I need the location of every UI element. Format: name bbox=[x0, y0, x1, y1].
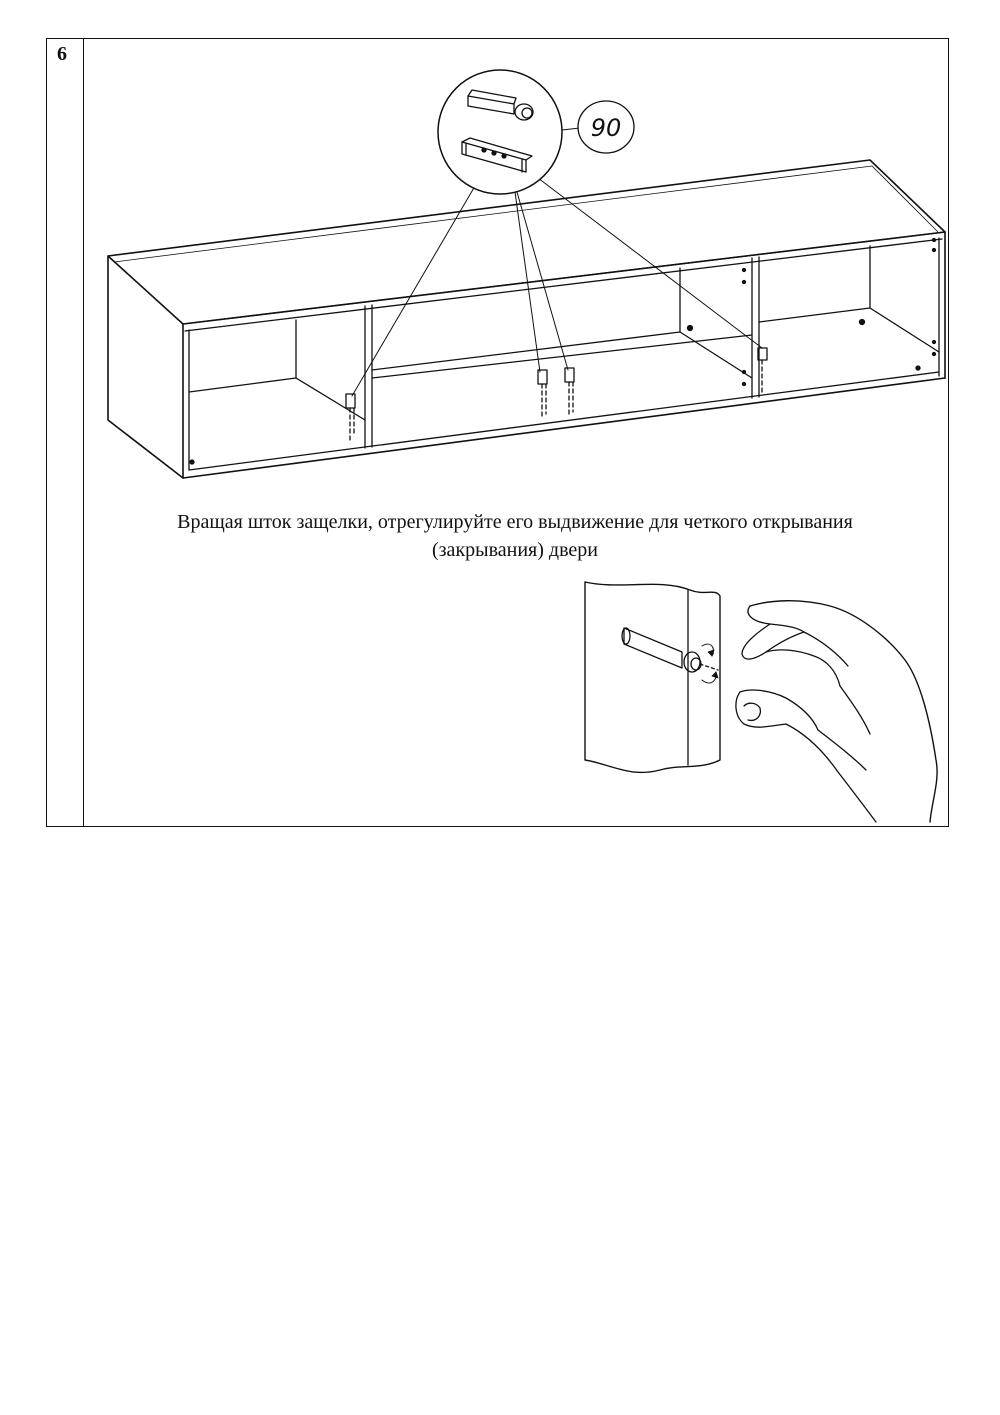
quantity-label: 90 bbox=[590, 114, 622, 142]
push-latch-icon bbox=[346, 348, 767, 440]
instruction-line-2: (закрывания) двери bbox=[432, 539, 598, 561]
detail-callout bbox=[438, 70, 634, 194]
cabinet-drawing bbox=[108, 160, 945, 478]
hand-adjust-drawing bbox=[585, 582, 937, 822]
instruction-text bbox=[100, 508, 930, 564]
instruction-line-1: Вращая шток защелки, отрегулируйте его выдвижение для четкого открывания bbox=[177, 511, 853, 533]
leader-lines bbox=[352, 178, 762, 396]
step-number: 6 bbox=[57, 43, 67, 65]
